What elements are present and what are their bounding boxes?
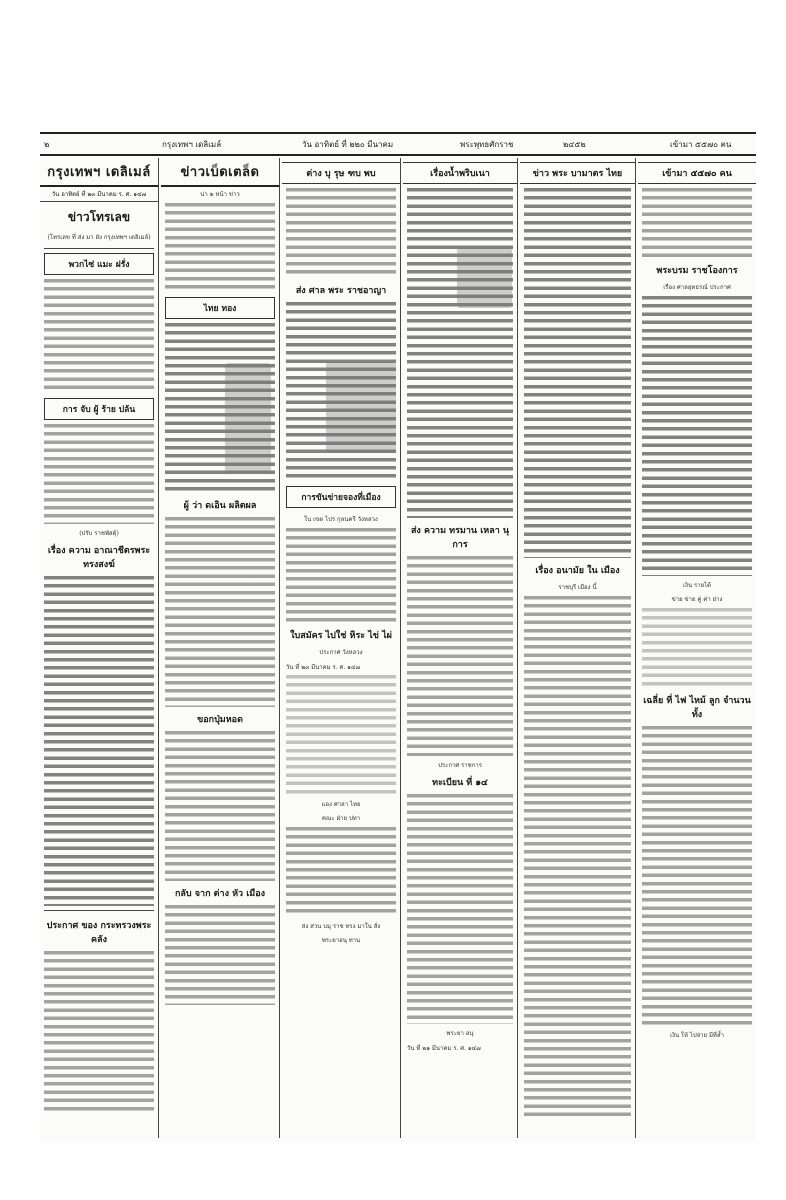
signature-title: แอง ศาลา ไทย: [321, 801, 361, 808]
article-text: [44, 279, 154, 394]
article-text: [524, 188, 631, 558]
section-heading: ส่ง ศาล พระ ราชอาญา: [295, 286, 387, 296]
column-4: [403, 158, 518, 1138]
section-heading: เรื่องน้ำพริบเนา: [403, 162, 517, 184]
signature-name: พระยา อนุ: [446, 1030, 474, 1037]
issue-date: วัน อาทิตย์ ที่ ๒๒๐ มีนาคม: [302, 139, 394, 149]
article-text: [524, 596, 631, 1116]
column-1: [40, 158, 159, 1138]
ink-smudge: [225, 363, 271, 473]
era-label: พระพุทธศักราช: [460, 139, 514, 149]
article-text: [286, 827, 396, 917]
column-2: [161, 158, 280, 1138]
section-subheading: (ปรับ ราชพัสดุ์): [79, 530, 119, 537]
article-text: [642, 608, 752, 688]
article-text: [165, 517, 275, 707]
masthead: กรุงเทพฯ เดลิเมล์: [40, 158, 158, 187]
section-heading: เรื่อง อนามัย ใน เมือง: [535, 566, 620, 576]
article-text: [286, 528, 396, 623]
ink-smudge: [326, 362, 396, 452]
paper-name: กรุงเทพฯ เดลิเมล์: [162, 139, 222, 149]
section-heading: ส่ง ความ ทรมาน เหลา นุการ: [410, 526, 510, 550]
section-heading: พวกไซ่ แมะ ฝรั่ง: [44, 253, 154, 275]
article-text: [44, 424, 154, 524]
dateline: วัน ที่ ๒๑ มีนาคม ร. ศ. ๑๔๗: [407, 1045, 481, 1052]
section-heading: เรื่อง ความ อาณาชีตรพระทรงสงฆ์: [47, 546, 151, 570]
issue-count: เข้ามา ๕๕๗๐ คน: [670, 139, 732, 149]
section-heading: ประกาศ ของ กระทรวงพระคลัง: [46, 921, 152, 945]
section-heading: ไทย ทอง: [165, 297, 275, 319]
section-heading: ทะเบียน ที่ ๑๔: [432, 778, 488, 788]
article-text: [165, 905, 275, 1005]
article-text: [165, 731, 275, 881]
ink-smudge: [457, 248, 512, 308]
section-masthead: ข่าวเบ็ดเตล็ด: [161, 158, 279, 187]
article-text: [286, 302, 396, 482]
section-heading: การขันข่ายจองที่เมือง: [286, 486, 396, 508]
closing-line: ส่ง ส่วน บมุ ราช ทรง มาใน สั่ง: [301, 923, 381, 930]
section-heading: ต่าง บุ รุษ ฑบ พบ: [282, 162, 400, 184]
article-text: [407, 188, 513, 518]
ledger-label: ข่าย ข่าย คู่ ค่า ย่าง: [671, 596, 723, 603]
section-subheading: ราชบุรี เมือง นี้: [558, 584, 597, 591]
masthead-date: วัน อาทิตย์ ที่ ๒๓ มีนาคม ร. ศ. ๑๔๗: [40, 187, 158, 202]
signature-name: คณะ ฝ่าย ปทา: [321, 815, 361, 822]
columns: [40, 158, 756, 1138]
divider: [44, 910, 154, 911]
section-heading: ข่าว พระ บามาตร ไทย: [520, 162, 635, 184]
article-text: [407, 556, 513, 756]
section-heading: กลับ จาก ต่าง หัว เมือง: [174, 889, 266, 899]
section-heading: เข้ามา ๕๕๗๐ คน: [638, 162, 756, 184]
section-heading: การ จับ ผู้ ร้าย ปล้น: [44, 398, 154, 420]
column-5: [520, 158, 636, 1138]
section-subheading: เรื่อง ศาลอุทธรณ์ ประกาศ: [663, 284, 731, 291]
article-text: [642, 188, 752, 258]
article-text: [286, 188, 396, 278]
dateline: วัน ที่ ๒๓ มีนาคม ร. ศ. ๑๔๗: [286, 664, 361, 671]
article-text: [44, 576, 154, 906]
section-heading: พระบรม ราชโองการ: [656, 266, 738, 276]
section-subheading: ประกาศ ราชการ: [438, 762, 482, 769]
section-subheading: ใน เขต ไปร กุลนครี วังหลวง: [304, 516, 378, 523]
section-heading: เฉลี่ย ที่ ไฟ ไหม้ ลูก จำนวน ทั้ง: [643, 696, 751, 720]
page-header: [40, 132, 756, 156]
column-3: [282, 158, 401, 1138]
headline-telegraph-sub: (โทรเลข ที่ ส่ง มา ยัง กรุงเทพฯ เดลิเมล์): [47, 234, 151, 241]
closing-name: พระยาอนุ ทาน: [321, 937, 361, 944]
article-text: [642, 726, 752, 1026]
article-text: [407, 794, 513, 1024]
newspaper-page: [40, 132, 756, 1142]
era-year: ๒๔๕๒: [563, 139, 586, 149]
section-heading: ขอกปุ่มหอด: [197, 715, 243, 725]
closing-line: เงิน ให้ ไปจ่าย มีที่ล้ำ: [670, 1032, 724, 1039]
divider: [44, 248, 154, 249]
article-text: [165, 323, 275, 493]
section-heading: ใบสมัคร ไปใช่ หิระ ไข่ ไผ่: [290, 631, 392, 641]
section-heading: ผู้ ว่า ดเอิน ผลิตผล: [183, 501, 257, 511]
article-text: [44, 951, 154, 1111]
article-text: [286, 675, 396, 795]
page-number: ๒: [44, 139, 50, 149]
section-masthead-sub: น่า ๒ หน้า ข่าว: [200, 191, 240, 198]
ledger-label: เงิน รายได้: [682, 582, 711, 589]
section-subheading: ประกาศ วังหลวง: [319, 649, 363, 656]
article-text: [642, 296, 752, 576]
headline-telegraph: ข่าวโทรเลข: [67, 210, 131, 224]
column-6: [638, 158, 756, 1138]
article-text: [165, 203, 275, 293]
